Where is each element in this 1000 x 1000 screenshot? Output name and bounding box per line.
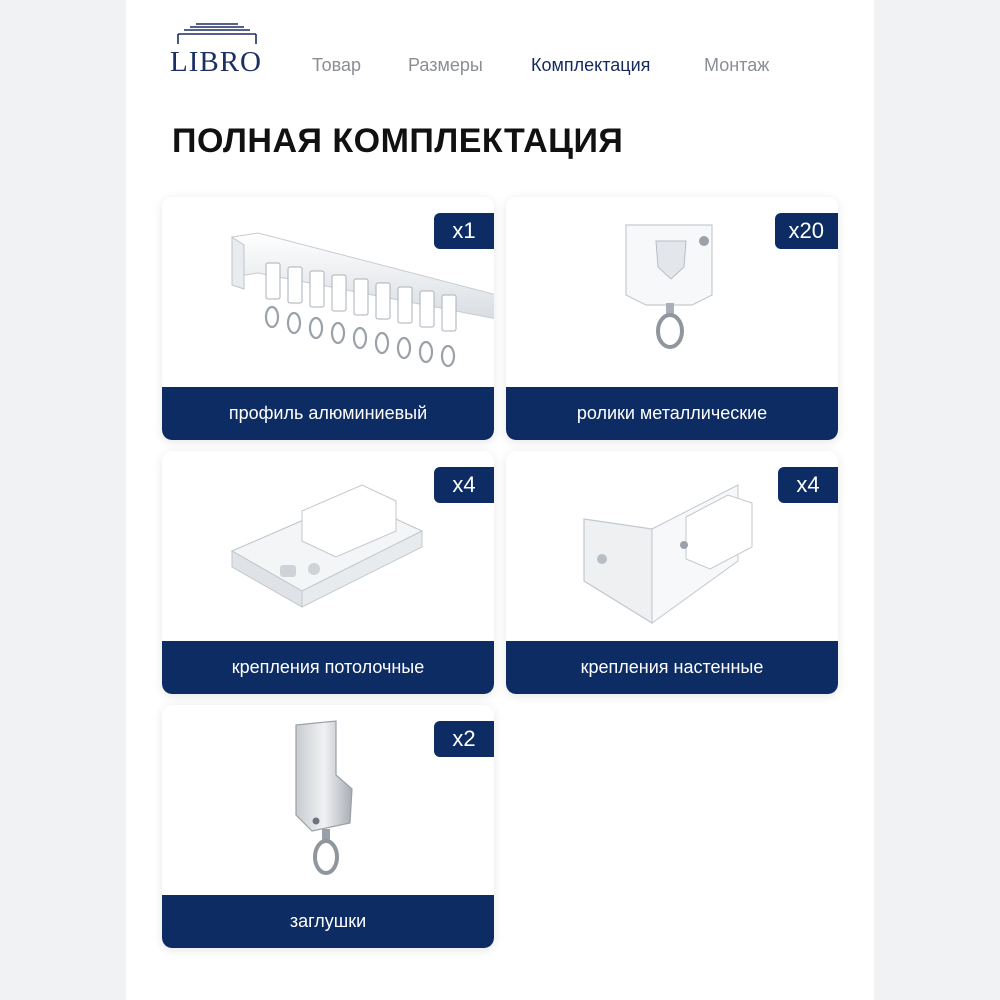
kit-card-end-caps <box>162 705 494 948</box>
kit-card-ceiling-mounts <box>162 451 494 694</box>
product-page <box>126 0 874 1000</box>
quantity-badge: x2 <box>434 721 494 757</box>
quantity-badge: x20 <box>775 213 838 249</box>
logo-text: LIBRO <box>170 46 262 78</box>
nav-item-kit[interactable]: Комплектация <box>531 55 651 75</box>
card-label: заглушки <box>162 895 494 948</box>
quantity-badge: x1 <box>434 213 494 249</box>
kit-card-profile <box>162 197 494 440</box>
nav-item-product[interactable]: Товар <box>312 55 361 75</box>
card-label: ролики металлические <box>506 387 838 440</box>
card-label: крепления потолочные <box>162 641 494 694</box>
nav-item-sizes[interactable]: Размеры <box>408 55 483 75</box>
quantity-badge: x4 <box>778 467 838 503</box>
card-label: крепления настенные <box>506 641 838 694</box>
logo-mark-icon <box>176 22 258 46</box>
card-label: профиль алюминиевый <box>162 387 494 440</box>
kit-card-rollers <box>506 197 838 440</box>
nav-item-installation[interactable]: Монтаж <box>704 55 770 75</box>
kit-card-wall-mounts <box>506 451 838 694</box>
quantity-badge: x4 <box>434 467 494 503</box>
brand-logo[interactable] <box>170 22 262 78</box>
page-title: ПОЛНАЯ КОМПЛЕКТАЦИЯ <box>172 122 624 160</box>
